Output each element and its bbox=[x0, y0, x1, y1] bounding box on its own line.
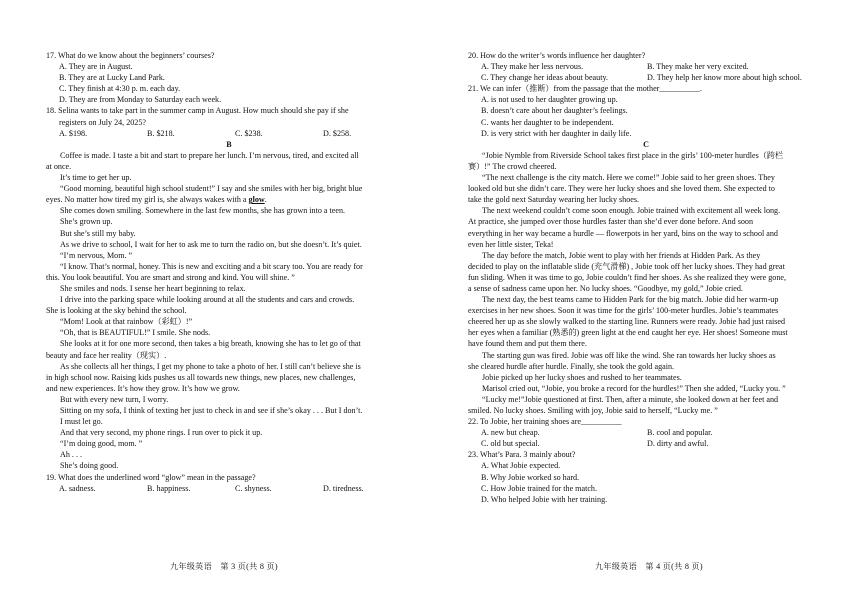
passage-c-line: exercises in her new shoes. Soon it was time for the girls’ 100-meter hurdles. Jobie’s teammates bbox=[468, 306, 779, 316]
q17-option-a: A. They are in August. bbox=[59, 62, 133, 72]
passage-b-line: It’s time to get her up. bbox=[60, 173, 132, 183]
q18-option-d: D. $258. bbox=[323, 128, 352, 138]
passage-c-line: her eyes when a familiar (熟悉的) green light at the end caught her eye. Her shoes! Someone must bbox=[468, 328, 788, 338]
q23-option-b: B. Why Jobie worked so hard. bbox=[481, 472, 580, 482]
q20-options-ab bbox=[468, 61, 824, 72]
passage-b-line: Sitting on my sofa, I think of texting her just to check in and see if she’s okay . . . But I don’t. bbox=[60, 406, 363, 415]
passage-c-line: take the gold next Saturday wearing her lucky shoes. bbox=[468, 195, 640, 205]
passage-b-line: “I know. That’s normal, honey. This is new and exciting and a bit scary too. You are ready for bbox=[60, 261, 363, 271]
passage-c-line: decided to play on the inflatable slide (充气滑梯) , Jobie took off her lucky shoes. They had great bbox=[468, 261, 785, 271]
q17-option-b: B. They are at Lucky Land Park. bbox=[59, 73, 165, 83]
q21-option-a: A. is not used to her daughter growing up. bbox=[481, 95, 618, 105]
page-footer-left: 九年级英语 第 3 页(共 8 页) bbox=[170, 562, 278, 571]
passage-b-line: As she collects all her things, I get my phone to take a photo of her. I still can’t believe she is bbox=[60, 361, 361, 371]
q19-options bbox=[46, 483, 412, 494]
page-footer-right: 九年级英语 第 4 页(共 8 页) bbox=[595, 562, 703, 571]
q21-option-d: D. is very strict with her daughter in daily life. bbox=[481, 128, 632, 138]
q23-option-c: C. How Jobie trained for the match. bbox=[481, 483, 597, 493]
passage-c-line: The next day, the best teams came to Hidden Park for the big match. Jobie did her warm-up bbox=[482, 295, 779, 305]
left-column bbox=[46, 50, 412, 494]
q20-option-d: D. They help her know more about high school. bbox=[647, 73, 802, 83]
passage-b-line: But she’s still my baby. bbox=[60, 228, 136, 238]
q18-options bbox=[46, 128, 412, 139]
passage-b-line: this. You look beautiful. You are smart and strong and kind. You will shine. ” bbox=[46, 272, 295, 282]
passage-b-line: in high school now. Raising kids pushes us all towards new things, new places, new challenges, bbox=[46, 372, 356, 382]
section-c-heading: C bbox=[643, 139, 649, 149]
passage-c-line: smiled. No lucky shoes. Smiling with joy, Jobie said to herself, “Lucky me. ” bbox=[468, 406, 718, 415]
right-column bbox=[468, 50, 824, 505]
q18-option-a: A. $198. bbox=[59, 128, 88, 138]
passage-c-line: The starting gun was fired. Jobie was off like the wind. She ran towards her lucky shoes as bbox=[482, 350, 776, 360]
q20-option-c: C. They change her ideas about beauty. bbox=[481, 73, 608, 83]
q20-option-a: A. They make her less nervous. bbox=[481, 62, 584, 72]
passage-c-line: “Jobie Nymble from Riverside School takes first place in the girls’ 100-meter hurdles（跨栏 bbox=[482, 150, 784, 160]
passage-c-line: The day before the match, Jobie went to play with her friends at Hidden Park. As they bbox=[482, 250, 761, 260]
q19-option-c: C. shyness. bbox=[235, 483, 272, 493]
passage-b-line: As we drive to school, I wait for her to ask me to turn the radio on, but she doesn’t. It’s quiet. bbox=[60, 239, 362, 249]
passage-b-line: She’s grown up. bbox=[60, 217, 113, 227]
passage-c-line: cheered her up as she slowly walked to the starting line. Runners were ready. Jobie had just raised bbox=[468, 317, 786, 327]
q21-option-c: C. wants her daughter to be independent. bbox=[481, 117, 614, 127]
passage-b-line: She’s doing good. bbox=[60, 461, 119, 471]
q20-options-cd bbox=[468, 72, 824, 83]
passage-c-line: At practice, she jumped over those hurdles faster than she’d ever done before. And soon bbox=[468, 217, 753, 227]
q22-option-a: A. new but cheap. bbox=[481, 428, 540, 438]
question-22-stem: 22. To Jobie, her training shoes are__________ bbox=[468, 417, 622, 427]
q22-option-b: B. cool and popular. bbox=[647, 428, 713, 438]
question-21-stem: 21. We can infer（推断）from the passage that the mother__________. bbox=[468, 84, 702, 94]
passage-c-line: looked old but she didn’t care. They were her lucky shoes and she loved them. She expected to bbox=[468, 184, 775, 194]
passage-b-line: But with every new turn, I worry. bbox=[60, 394, 169, 404]
passage-b-line: And that very second, my phone rings. I run over to pick it up. bbox=[60, 428, 263, 438]
question-20-stem: 20. How do the writer’s words influence her daughter? bbox=[468, 51, 646, 60]
passage-b-line: She smiles and nods. I sense her heart beginning to relax. bbox=[60, 283, 246, 293]
passage-b-line: She looks at it for one more second, then takes a big breath, knowing she has to let go of that bbox=[60, 339, 361, 349]
passage-c-line: fun sliding. When it was time to go, Jobie couldn’t find her shoes. As she realized they were gone, bbox=[468, 272, 786, 282]
q18-option-b: B. $218. bbox=[147, 128, 175, 138]
passage-b-line-text: eyes. No matter how tired my girl is, she always wakes with a bbox=[46, 195, 249, 205]
question-18-stem-cont: registers on July 24, 2025? bbox=[59, 117, 146, 127]
q22-options-cd bbox=[468, 438, 824, 449]
passage-c-line: The next weekend couldn’t come soon enough. Jobie trained with excitement all week long. bbox=[482, 206, 781, 216]
passage-c-line: even her little sister, Teka! bbox=[468, 239, 554, 249]
q19-option-a: A. sadness. bbox=[59, 483, 96, 493]
q22-option-d: D. dirty and awful. bbox=[647, 439, 709, 449]
passage-c-line: Marisol cried out, “Jobie, you broke a record for the hurdles!” Then she added, “Lucky you. ” bbox=[482, 383, 786, 393]
question-17-stem: 17. What do we know about the beginners’ courses? bbox=[46, 51, 215, 60]
passage-b-line: I drive into the parking space while looking around at all the students and cars and crowds. bbox=[60, 295, 355, 305]
passage-b-line: Ah . . . bbox=[60, 450, 83, 460]
q19-option-b: B. happiness. bbox=[147, 483, 191, 493]
passage-c-line: a sense of sadness came upon her. No lucky shoes. “Goodbye, my gold,” Jobie cried. bbox=[468, 283, 743, 293]
q23-option-d: D. Who helped Jobie with her training. bbox=[481, 494, 608, 504]
passage-b-line: “Oh, that is BEAUTIFUL!” I smile. She nods. bbox=[60, 328, 211, 338]
passage-c-line: Jobie picked up her lucky shoes and rushed to her teammates. bbox=[482, 372, 682, 382]
passage-b-line: “I’m nervous, Mom. ” bbox=[60, 250, 133, 260]
passage-b-line: “I’m doing good, mom. ” bbox=[60, 439, 143, 449]
q19-option-d: D. tiredness. bbox=[323, 483, 364, 493]
q18-option-c: C. $238. bbox=[235, 128, 263, 138]
passage-b-line: She is looking at the sky behind the school. bbox=[46, 306, 187, 316]
passage-b-line: “Good morning, beautiful high school student!” I say and she smiles with her big, bright blue bbox=[60, 184, 363, 194]
q22-option-c: C. old but special. bbox=[481, 439, 540, 449]
passage-b-line: “Mom! Look at that rainbow（彩虹）!” bbox=[60, 317, 193, 327]
passage-c-line: 赛）!” The crowd cheered. bbox=[468, 161, 557, 171]
q22-options-ab bbox=[468, 427, 824, 438]
passage-b-line: at once. bbox=[46, 161, 72, 171]
passage-b-line: eyes. No matter how tired my girl is, she always wakes with a glow. bbox=[46, 195, 267, 205]
passage-c-line: “Lucky me!”Jobie questioned at first. Then, after a minute, she looked down at her feet and bbox=[482, 394, 779, 404]
section-b-heading: B bbox=[226, 139, 232, 149]
passage-c-line: “The next challenge is the city match. Here we come!” Jobie said to her green shoes. They bbox=[482, 173, 775, 183]
passage-b-line: I must let go. bbox=[60, 417, 103, 427]
q17-option-c: C. They finish at 4:30 p. m. each day. bbox=[59, 84, 181, 94]
q21-option-b: B. doesn’t care about her daughter’s feelings. bbox=[481, 106, 628, 116]
passage-b-line: She comes down smiling. Somewhere in the last few months, she has grown into a teen. bbox=[60, 206, 346, 216]
question-23-stem: 23. What’s Para. 3 mainly about? bbox=[468, 450, 576, 460]
question-19-stem: 19. What does the underlined word “glow” mean in the passage? bbox=[46, 472, 256, 482]
question-18-stem: 18. Selina wants to take part in the summer camp in August. How much should she pay if she bbox=[46, 106, 349, 116]
q17-option-d: D. They are from Monday to Saturday each week. bbox=[59, 95, 222, 105]
passage-c-line: have found them and put them there. bbox=[468, 339, 587, 349]
q20-option-b: B. They make her very excited. bbox=[647, 62, 749, 72]
passage-c-line: she cleared hurdle after hurdle. Finally, she took the gold again. bbox=[468, 361, 675, 371]
passage-b-line: and new experiences. It’s how they grow. It’s how we grow. bbox=[46, 383, 240, 393]
passage-b-line: beauty and face her reality（现实）. bbox=[46, 350, 167, 360]
passage-c-line: everything in her way became a hurdle — flowerpots in her yard, bins on the way to school and bbox=[468, 228, 778, 238]
underlined-word-glow: glow bbox=[248, 195, 265, 205]
passage-b-line: Coffee is made. I taste a bit and start to prepare her lunch. I’m nervous, tired, and excited all bbox=[60, 150, 359, 160]
q23-option-a: A. What Jobie expected. bbox=[481, 461, 561, 471]
